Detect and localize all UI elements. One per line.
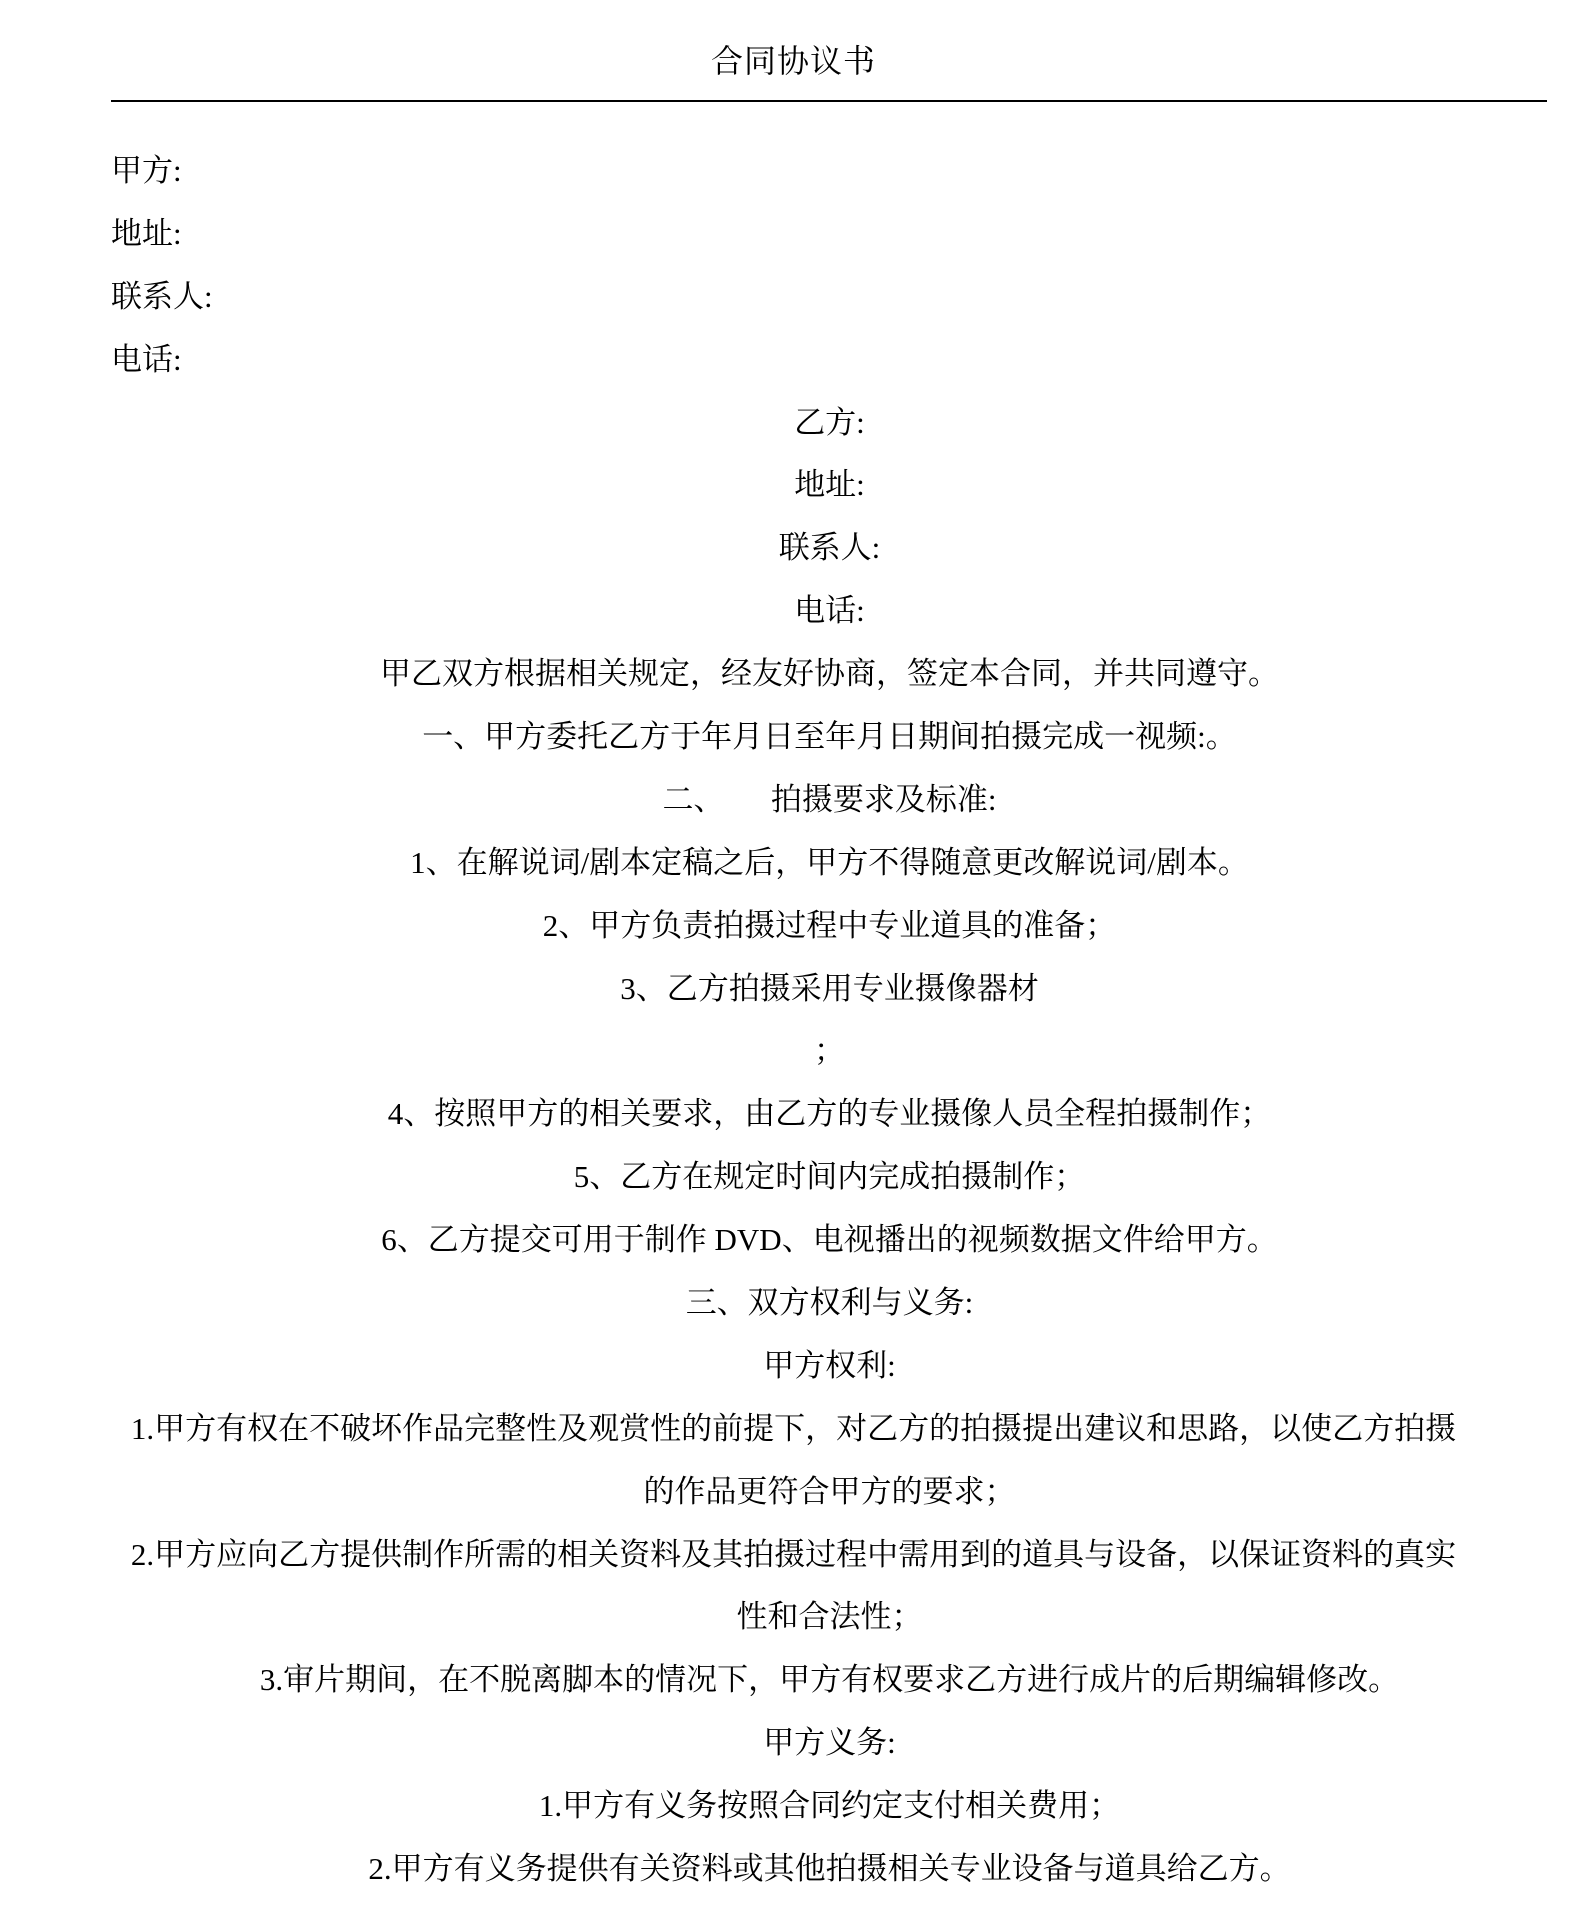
clause-1: 一、甲方委托乙方于年月日至年月日期间拍摄完成一视频:。 <box>422 719 1237 755</box>
party-b-address-label: 地址: <box>794 467 865 503</box>
party-b-contact-label: 联系人: <box>778 530 881 566</box>
clause-2-item-5: 5、乙方在规定时间内完成拍摄制作； <box>573 1159 1086 1195</box>
party-a-address-label: 地址: <box>111 215 182 251</box>
party-a-rights-heading: 甲方权利: <box>763 1347 896 1383</box>
section-3-heading: 三、双方权利与义务: <box>685 1285 974 1321</box>
title-underline-rule <box>111 100 1547 102</box>
clause-2-item-6: 6、乙方提交可用于制作 DVD、电视播出的视频数据文件给甲方。 <box>381 1222 1278 1258</box>
party-b-phone-label: 电话: <box>794 593 865 629</box>
rights-item-1-line-2: 的作品更符合甲方的要求； <box>643 1473 1016 1509</box>
clause-2-item-3: 3、乙方拍摄采用专业摄像器材 <box>620 970 1039 1006</box>
clause-2-item-4: 4、按照甲方的相关要求，由乙方的专业摄像人员全程拍摄制作； <box>387 1096 1272 1132</box>
document-body <box>0 140 1587 1901</box>
rights-item-1-line-1: 1.甲方有权在不破坏作品完整性及观赏性的前提下，对乙方的拍摄提出建议和思路，以使乙方拍摄 <box>130 1410 1457 1446</box>
party-a-contact-label: 联系人: <box>111 278 213 314</box>
clause-2-item-3-continuation: ； <box>814 1033 845 1069</box>
rights-item-3: 3.审片期间，在不脱离脚本的情况下，甲方有权要求乙方进行成片的后期编辑修改。 <box>259 1662 1400 1698</box>
clause-2-item-2: 2、甲方负责拍摄过程中专业道具的准备； <box>542 907 1117 943</box>
rights-item-2-line-1: 2.甲方应向乙方提供制作所需的相关资料及其拍摄过程中需用到的道具与设备，以保证资料的真实 <box>130 1536 1457 1572</box>
rights-item-2-line-2: 性和合法性； <box>736 1599 923 1635</box>
obligation-item-1: 1.甲方有义务按照合同约定支付相关费用； <box>538 1788 1121 1824</box>
document-title: 合同协议书 <box>710 42 876 80</box>
clause-2-item-1: 1、在解说词/剧本定稿之后，甲方不得随意更改解说词/剧本。 <box>410 844 1249 880</box>
party-a-phone-label: 电话: <box>111 341 182 377</box>
preamble-clause: 甲乙双方根据相关规定，经友好协商，签定本合同，并共同遵守。 <box>380 656 1279 692</box>
section-2-heading: 二、 拍摄要求及标准: <box>662 781 997 817</box>
obligation-item-2: 2.甲方有义务提供有关资料或其他拍摄相关专业设备与道具给乙方。 <box>368 1851 1291 1887</box>
party-b-name-label: 乙方: <box>794 404 865 440</box>
party-a-obligations-heading: 甲方义务: <box>763 1725 896 1761</box>
party-a-name-label: 甲方: <box>111 153 182 188</box>
